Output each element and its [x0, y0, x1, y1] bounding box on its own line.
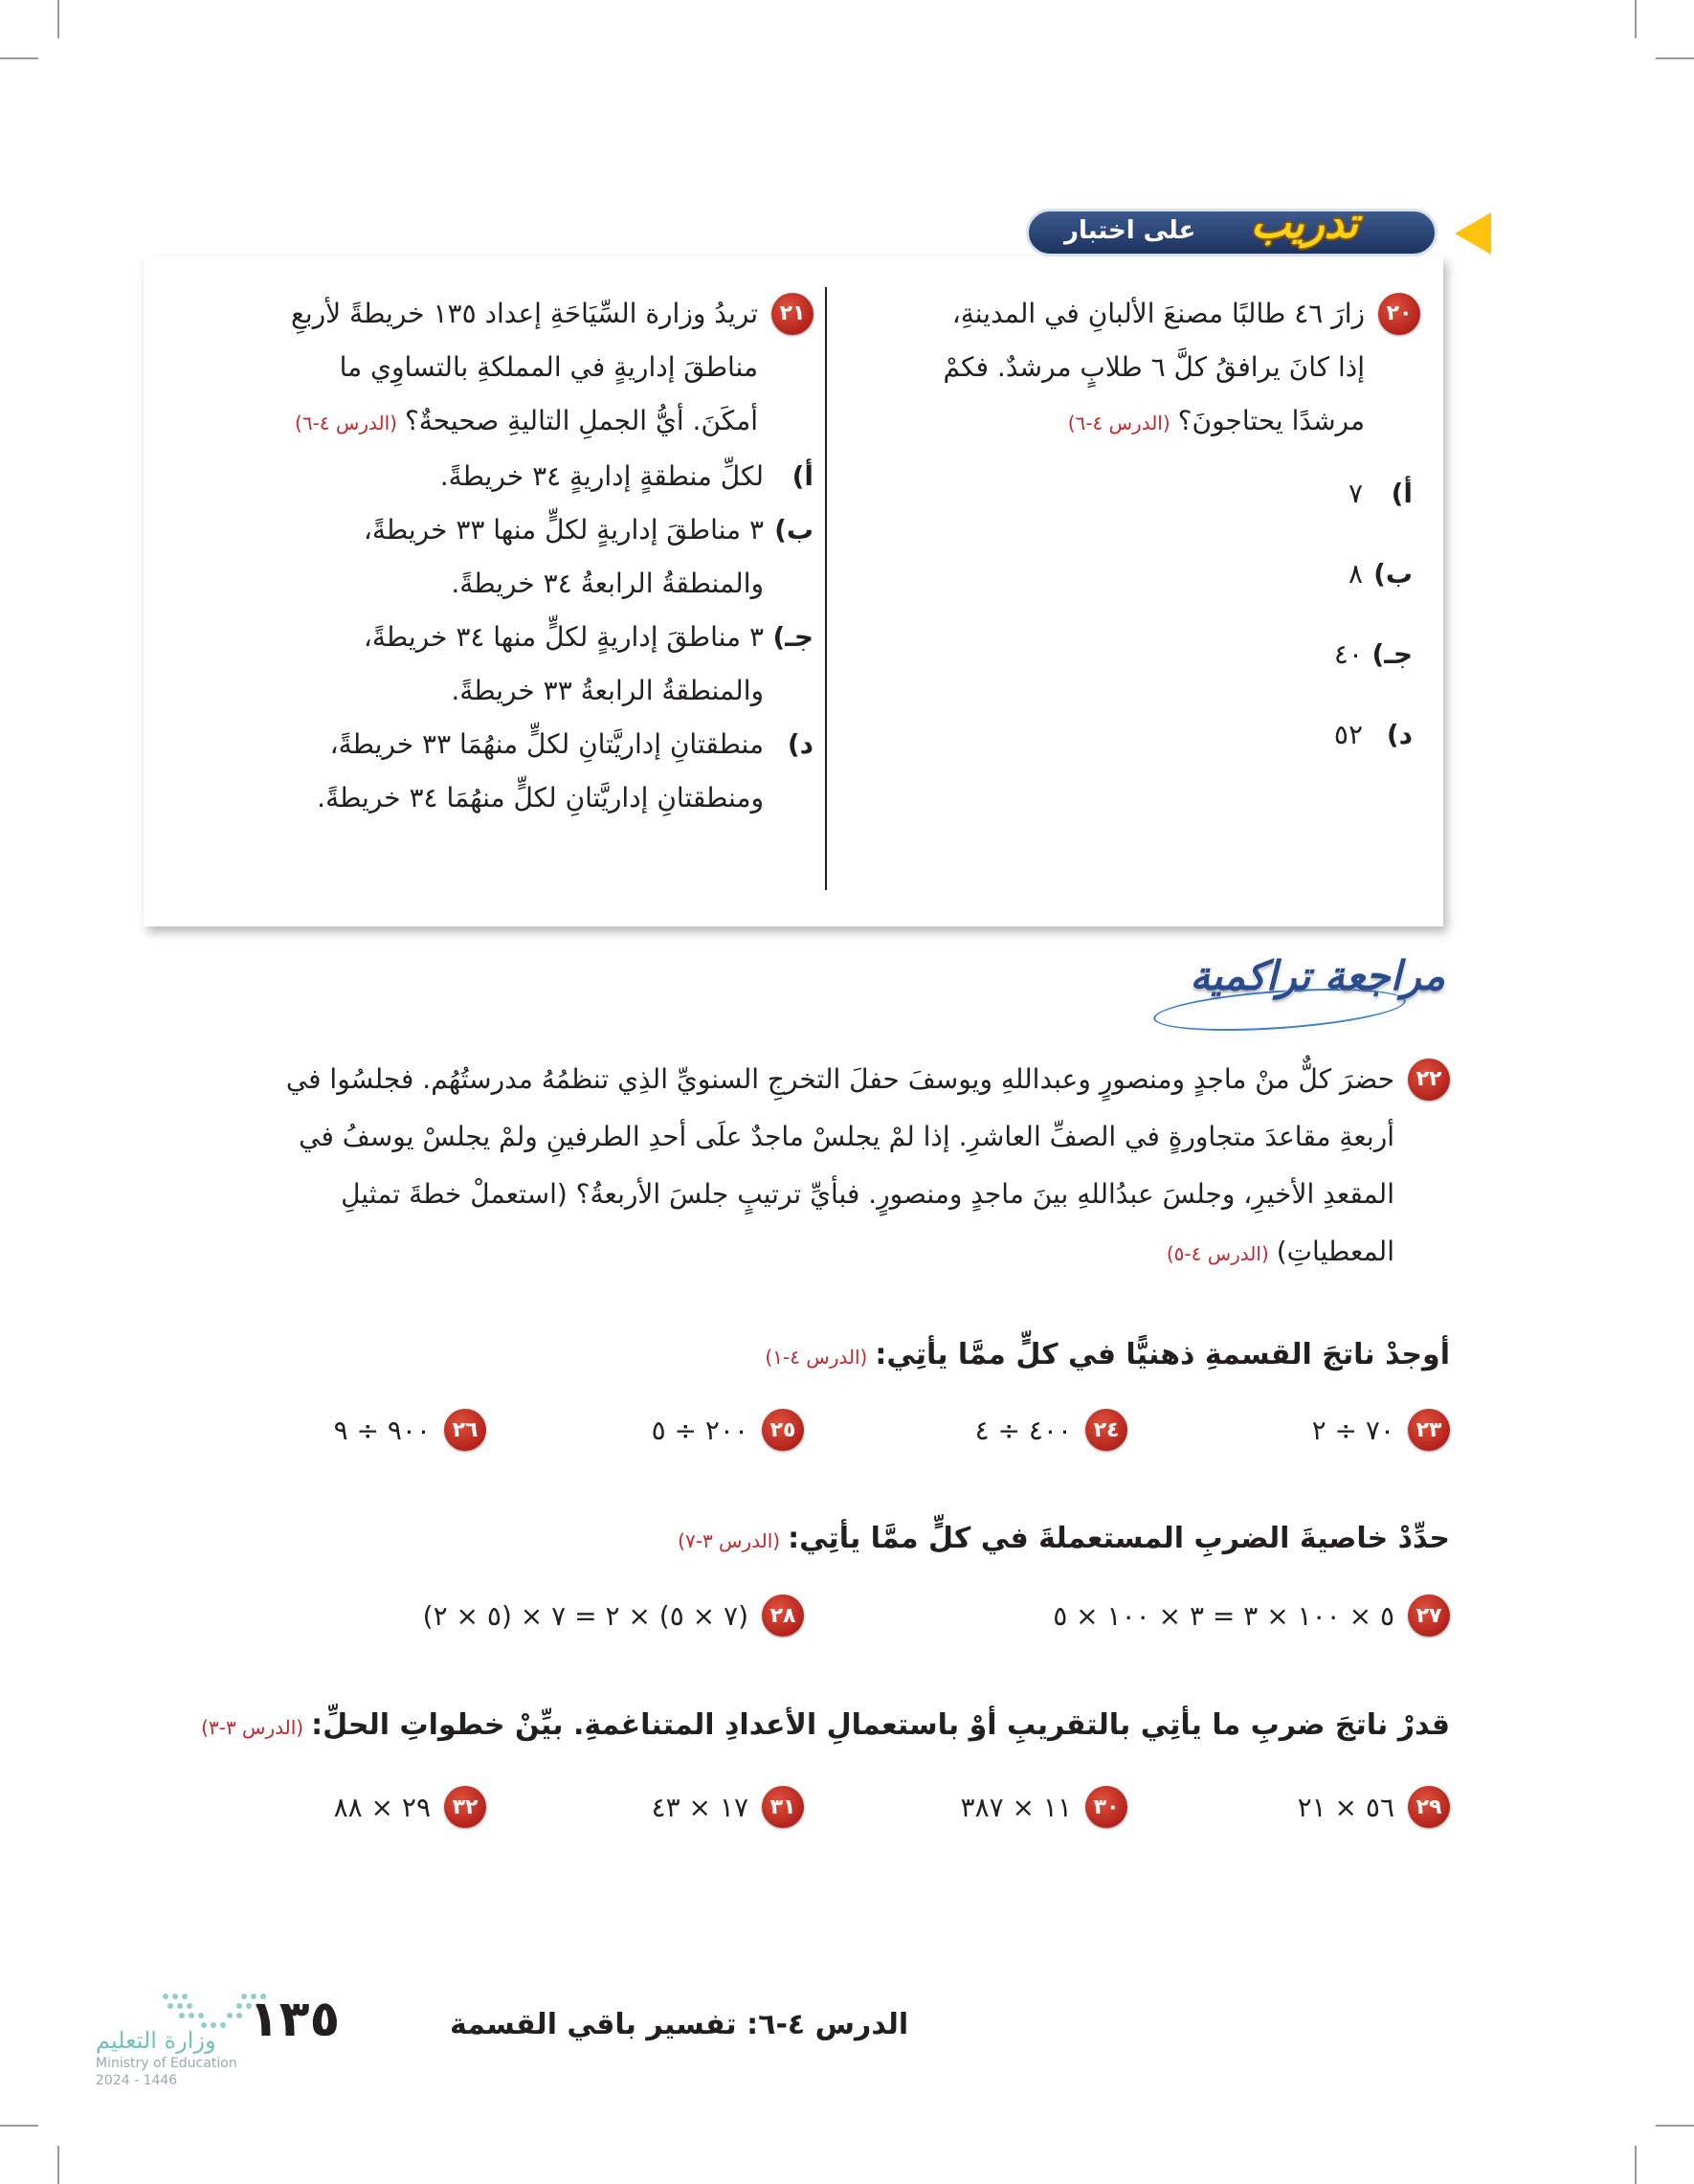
answer-option[interactable]: [163, 718, 814, 825]
page-number: ١٣٥: [249, 1991, 341, 2048]
exercise-expression: ١١ × ٣٨٧: [960, 1791, 1072, 1823]
question-number-badge: ٢٨: [762, 1594, 804, 1637]
question-number-badge: ٢١: [771, 293, 814, 335]
question-21: [163, 287, 814, 825]
exercise-item: [1053, 1594, 1450, 1637]
option-text: لكلِّ منطقةٍ إداريةٍ ٣٤ خريطةً.: [439, 460, 764, 492]
exercise-expression: ٤٠٠ ÷ ٤: [974, 1414, 1072, 1446]
question-text-line: مرشدًا يحتاجونَ؟: [1177, 405, 1365, 436]
arrow-icon: [1455, 212, 1491, 255]
crop-mark: [0, 2125, 38, 2127]
question-text-line: حضرَ كلٌّ منْ ماجدٍ ومنصورٍ وعبداللهِ ويوسفَ حفلَ التخرجِ السنويِّ الذِي تنظمُهُ مدرستُهُم. فجلسُوا في: [285, 1063, 1394, 1095]
option-label: جـ): [772, 621, 814, 653]
lesson-reference: (الدرس ٣-٧): [678, 1529, 781, 1552]
crop-mark: [57, 0, 59, 38]
question-text-line: إذا كانَ يرافقُ كلَّ ٦ طلابٍ مرشدٌ. فكمْ: [943, 351, 1365, 383]
question-number-badge: ٢٤: [1085, 1409, 1127, 1451]
option-label: د): [787, 728, 814, 760]
question-22: [139, 1051, 1450, 1282]
column-divider: [825, 287, 827, 890]
banner-subtitle: على اختبار: [1064, 216, 1196, 245]
exercise-item: [652, 1409, 804, 1451]
section-title-text: قدرْ ناتجَ ضربِ ما يأتِي بالتقريبِ أوْ باستعمالِ الأعدادِ المتناغمةِ. بيِّنْ خطواتِ الحلِّ:: [311, 1708, 1450, 1742]
answer-option[interactable]: [163, 611, 814, 718]
option-label: ب): [774, 514, 814, 546]
option-text: ومنطقتانِ إداريَّتانِ لكلٍّ منهُمَا ٣٤ خريطةً.: [317, 782, 764, 813]
question-text-line: تريدُ وزارة السِّيَاحَةِ إعداد ١٣٥ خريطةً لأربعِ: [290, 298, 758, 329]
question-number-badge: ٣٠: [1085, 1786, 1127, 1828]
exercise-item: [1298, 1786, 1450, 1828]
exercise-expression: (٧ × ٥) × ٢ = ٧ × (٥ × ٢): [422, 1599, 748, 1632]
question-number-badge: ٢٠: [1378, 293, 1420, 335]
question-text-line: أربعةِ مقاعدَ متجاورةٍ في الصفِّ العاشرِ. إذا لمْ يجلسْ ماجدٌ علَى أحدِ الطرفينِ ولمْ يجلسْ يوسفُ في: [299, 1121, 1394, 1152]
option-text: ٨: [1348, 558, 1363, 590]
lesson-reference: (الدرس ٤-٥): [1166, 1242, 1269, 1265]
question-number-badge: ٣٢: [444, 1786, 486, 1828]
option-text: ٣ مناطقَ إداريةٍ لكلٍّ منها ٣٤ خريطةً،: [363, 621, 764, 653]
ministry-year: 2024 - 1446: [96, 2073, 178, 2088]
option-text: ٥٢: [1333, 719, 1363, 750]
option-label: ب): [1373, 558, 1413, 590]
exercise-expression: ٧٠ ÷ ٢: [1311, 1414, 1394, 1446]
exercise-item: [961, 1786, 1127, 1828]
exercise-item: [334, 1409, 486, 1451]
question-number-badge: ٣١: [762, 1786, 804, 1828]
option-text: والمنطقةُ الرابعةُ ٣٤ خريطةً.: [451, 568, 764, 599]
question-text-line: زارَ ٤٦ طالبًا مصنعَ الألبانِ في المدينةِ،: [951, 298, 1365, 329]
section-instruction: [678, 1522, 1450, 1555]
option-text: ٧: [1348, 478, 1363, 509]
question-text-line: أمكَنَ. أيُّ الجملِ التاليةِ صحيحةٌ؟: [404, 405, 758, 436]
option-label: أ): [1391, 478, 1413, 509]
exercise-expression: ٥٦ × ٢١: [1297, 1791, 1394, 1823]
question-20: [884, 287, 1420, 789]
answer-option[interactable]: [884, 628, 1413, 708]
practice-banner: [1026, 199, 1476, 266]
section-title-text: حدِّدْ خاصيةَ الضربِ المستعملةَ في كلٍّ ممَّا يأتِي:: [788, 1522, 1450, 1555]
ministry-name-english: Ministry of Education: [96, 2056, 237, 2071]
exercise-item: [652, 1786, 804, 1828]
lesson-reference: (الدرس ٤-٦): [295, 412, 397, 435]
question-number-badge: ٢٢: [1408, 1059, 1450, 1101]
question-number-badge: ٢٧: [1408, 1594, 1450, 1637]
lesson-title: الدرس ٤-٦: تفسير باقي القسمة: [450, 2008, 909, 2041]
exercise-item: [423, 1594, 804, 1637]
lesson-reference: (الدرس ٣-٣): [201, 1716, 304, 1739]
crop-mark: [1656, 57, 1694, 59]
lesson-reference: (الدرس ٤-٦): [1067, 412, 1170, 435]
answer-option[interactable]: [163, 503, 814, 611]
exercise-expression: ٢٩ × ٨٨: [333, 1791, 431, 1823]
ministry-name-arabic: وزارة التعليم: [96, 2027, 216, 2054]
answer-option[interactable]: [884, 547, 1413, 628]
crop-mark: [0, 57, 38, 59]
section-title-text: أوجدْ ناتجَ القسمةِ ذهنيًّا في كلٍّ ممَّا يأتِي:: [875, 1338, 1450, 1371]
answer-option[interactable]: [884, 467, 1413, 547]
option-text: ٣ مناطقَ إداريةٍ لكلٍّ منها ٣٣ خريطةً،: [363, 514, 764, 546]
exercise-item: [334, 1786, 486, 1828]
option-label: جـ): [1371, 638, 1413, 670]
question-text-line: المقعدِ الأخيرِ، وجلسَ عبدُاللهِ بينَ ماجدٍ ومنصورٍ. فبأيِّ ترتيبٍ جلسَ الأربعةُ؟ (استعملْ خطةَ تمثيلِ: [341, 1178, 1394, 1210]
option-text: ٤٠: [1333, 638, 1363, 670]
option-text: والمنطقةُ الرابعةُ ٣٣ خريطةً.: [451, 675, 764, 706]
exercise-expression: ٩٠٠ ÷ ٩: [333, 1414, 431, 1446]
crop-mark: [1656, 2125, 1694, 2127]
exercise-expression: ٢٠٠ ÷ ٥: [651, 1414, 748, 1446]
option-label: أ): [791, 460, 814, 492]
answer-option[interactable]: [884, 708, 1413, 789]
exercise-expression: ٥ × ١٠٠ × ٣ = ٣ × ١٠٠ × ٥: [1053, 1599, 1394, 1632]
exercise-item: [975, 1409, 1127, 1451]
section-instruction: [201, 1708, 1450, 1742]
question-number-badge: ٢٥: [762, 1409, 804, 1451]
question-number-badge: ٢٩: [1408, 1786, 1450, 1828]
review-title: مراجعة تراكمية: [1190, 952, 1445, 999]
banner-title: تدريب: [1251, 199, 1359, 248]
question-number-badge: ٢٣: [1408, 1409, 1450, 1451]
question-text-line: مناطقَ إداريةٍ في المملكةِ بالتساوِي ما: [339, 351, 758, 383]
section-instruction: [765, 1338, 1450, 1371]
crop-mark: [1635, 0, 1637, 38]
lesson-reference: (الدرس ٤-١): [765, 1346, 868, 1369]
option-text: منطقتانِ إداريَّتانِ لكلٍّ منهُمَا ٣٣ خريطةً،: [329, 728, 764, 760]
crop-mark: [1635, 2146, 1637, 2184]
exercise-item: [1312, 1409, 1450, 1451]
option-label: د): [1386, 719, 1413, 750]
answer-option[interactable]: [163, 450, 814, 503]
crop-mark: [57, 2146, 59, 2184]
question-text-line: المعطياتِ): [1276, 1236, 1394, 1267]
exercise-expression: ١٧ × ٤٣: [651, 1791, 748, 1823]
question-number-badge: ٢٦: [444, 1409, 486, 1451]
